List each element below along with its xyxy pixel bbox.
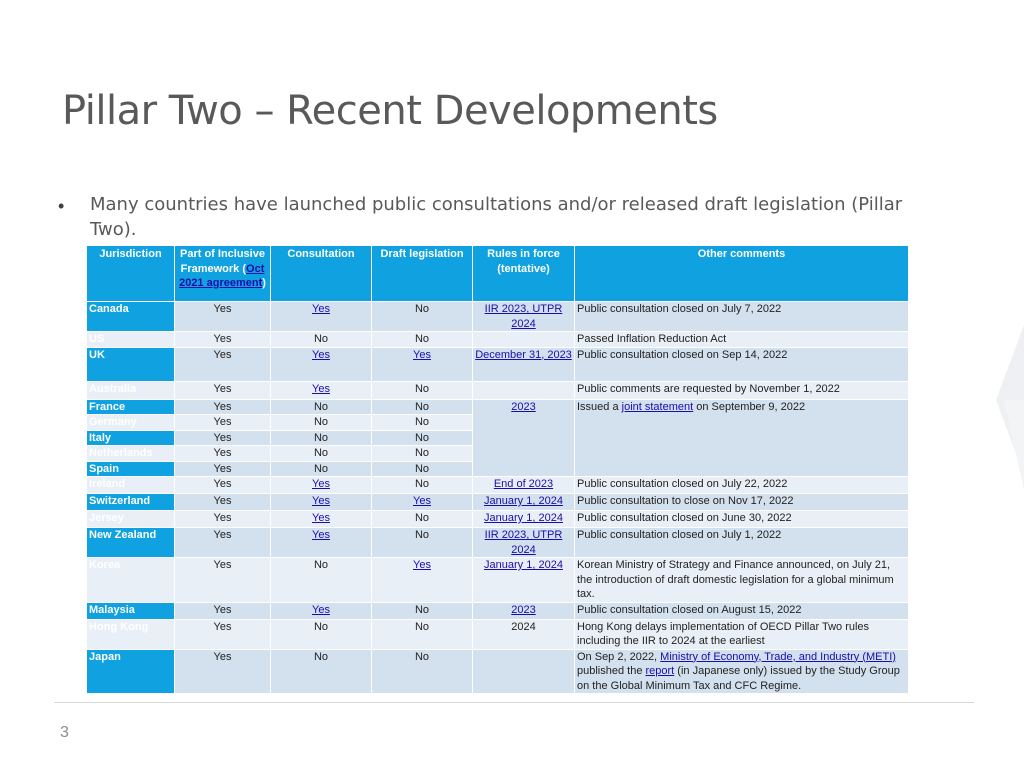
rules-cell bbox=[473, 558, 575, 603]
jurisdiction-cell: Netherlands bbox=[87, 446, 175, 462]
jurisdiction-cell: Hong Kong bbox=[87, 619, 175, 649]
comment-cell: Public consultation closed on August 15, 2022 bbox=[575, 602, 909, 619]
consultation-cell: No bbox=[271, 461, 372, 477]
draft-cell: No bbox=[372, 381, 473, 399]
draft-cell: No bbox=[372, 649, 473, 694]
consultation-link[interactable]: Yes bbox=[312, 478, 330, 490]
comment-cell: Korean Ministry of Strategy and Finance announced, on July 21, the introduction of draft domestic legislation for a global minimum tax. bbox=[575, 558, 909, 603]
consultation-cell bbox=[271, 347, 372, 381]
consultation-cell bbox=[271, 511, 372, 528]
comment-cell: On Sep 2, 2022, Ministry of Economy, Trade, and Industry (METI) published the report (in Japanese only) issued by the Study Group on the Global Minimum Tax and CFC Regime. bbox=[575, 649, 909, 694]
rules-cell-eu bbox=[473, 399, 575, 477]
consultation-cell: No bbox=[271, 446, 372, 462]
draft-link[interactable]: Yes bbox=[413, 348, 431, 361]
consultation-cell bbox=[271, 528, 372, 558]
draft-cell: No bbox=[372, 332, 473, 348]
inclusive-cell: Yes bbox=[175, 430, 271, 446]
bullet-dot-icon: • bbox=[58, 196, 65, 216]
meti-link[interactable]: Ministry of Economy, Trade, and Industry (METI) bbox=[660, 650, 896, 663]
inclusive-cell: Yes bbox=[175, 602, 271, 619]
table-row-malaysia bbox=[87, 602, 909, 619]
inclusive-cell: Yes bbox=[175, 494, 271, 511]
consultation-cell bbox=[271, 602, 372, 619]
inclusive-cell: Yes bbox=[175, 528, 271, 558]
draft-cell bbox=[372, 347, 473, 381]
rules-link[interactable]: January 1, 2024 bbox=[484, 495, 563, 507]
table-row-canada bbox=[87, 302, 909, 332]
rules-cell bbox=[473, 332, 575, 348]
table-row-hong-kong bbox=[87, 619, 909, 649]
slide-title: Pillar Two – Recent Developments bbox=[62, 88, 718, 134]
inclusive-cell: Yes bbox=[175, 415, 271, 431]
consultation-link[interactable]: Yes bbox=[312, 303, 330, 315]
header-draft-legislation: Draft legislation bbox=[372, 246, 473, 302]
consultation-link[interactable]: Yes bbox=[312, 529, 330, 541]
table-row-new-zealand bbox=[87, 528, 909, 558]
decorative-triangle-small bbox=[1004, 400, 1024, 490]
consultation-cell bbox=[271, 302, 372, 332]
jurisdiction-cell: US bbox=[87, 332, 175, 348]
inclusive-cell: Yes bbox=[175, 477, 271, 494]
table-row-australia bbox=[87, 381, 909, 399]
jurisdiction-cell: Switzerland bbox=[87, 494, 175, 511]
rules-cell: 2024 bbox=[473, 619, 575, 649]
consultation-cell: No bbox=[271, 619, 372, 649]
draft-cell bbox=[372, 494, 473, 511]
comment-cell: Hong Kong delays implementation of OECD Pillar Two rules including the IIR to 2024 at the earliest bbox=[575, 619, 909, 649]
draft-cell: No bbox=[372, 461, 473, 477]
jurisdiction-cell: Germany bbox=[87, 415, 175, 431]
rules-link[interactable]: End of 2023 bbox=[493, 478, 554, 490]
rules-link[interactable]: IIR 2023, UTPR 2024 bbox=[484, 303, 563, 330]
consultation-cell: No bbox=[271, 415, 372, 431]
comment-cell: Public consultation to close on Nov 17, 2022 bbox=[575, 494, 909, 511]
jurisdiction-cell: New Zealand bbox=[87, 528, 175, 558]
draft-cell: No bbox=[372, 446, 473, 462]
jurisdiction-cell: Canada bbox=[87, 302, 175, 332]
rules-cell bbox=[473, 494, 575, 511]
rules-link[interactable]: 2023 bbox=[511, 603, 536, 616]
inclusive-cell: Yes bbox=[175, 302, 271, 332]
inclusive-cell: Yes bbox=[175, 558, 271, 603]
report-link[interactable]: report bbox=[645, 665, 675, 677]
draft-cell: No bbox=[372, 302, 473, 332]
rules-cell bbox=[473, 381, 575, 399]
draft-cell: No bbox=[372, 477, 473, 494]
header-other-comments: Other comments bbox=[575, 246, 909, 302]
consultation-cell: No bbox=[271, 332, 372, 348]
table-row-japan bbox=[87, 649, 909, 694]
consultation-link[interactable]: Yes bbox=[312, 382, 330, 395]
bullet-point bbox=[58, 192, 938, 242]
consultation-link[interactable]: Yes bbox=[312, 348, 330, 361]
table-row-korea bbox=[87, 558, 909, 603]
draft-link[interactable]: Yes bbox=[413, 559, 431, 571]
rules-cell bbox=[473, 602, 575, 619]
rules-cell bbox=[473, 511, 575, 528]
consultation-cell: No bbox=[271, 558, 372, 603]
table-row-us bbox=[87, 332, 909, 348]
draft-cell bbox=[372, 558, 473, 603]
inclusive-cell: Yes bbox=[175, 446, 271, 462]
footer-divider bbox=[54, 702, 974, 703]
consultation-link[interactable]: Yes bbox=[312, 512, 330, 524]
consultation-link[interactable]: Yes bbox=[312, 603, 330, 616]
rules-link[interactable]: January 1, 2024 bbox=[484, 559, 563, 571]
comment-cell: Public consultation closed on Sep 14, 2022 bbox=[575, 347, 909, 381]
inclusive-cell: Yes bbox=[175, 461, 271, 477]
jurisdiction-cell: Italy bbox=[87, 430, 175, 446]
draft-cell: No bbox=[372, 430, 473, 446]
header-rules-in-force: Rules in force (tentative) bbox=[473, 246, 575, 302]
table-row-ireland bbox=[87, 477, 909, 494]
rules-cell bbox=[473, 302, 575, 332]
comment-cell: Public consultation closed on July 22, 2022 bbox=[575, 477, 909, 494]
jurisdiction-cell: UK bbox=[87, 347, 175, 381]
rules-link[interactable]: January 1, 2024 bbox=[484, 512, 563, 524]
pillar-two-table bbox=[86, 245, 909, 694]
draft-cell: No bbox=[372, 399, 473, 415]
jurisdiction-cell: France bbox=[87, 399, 175, 415]
page-number: 3 bbox=[60, 724, 69, 741]
joint-statement-link[interactable]: joint statement bbox=[621, 400, 694, 413]
comment-cell: Public comments are requested by November 1, 2022 bbox=[575, 381, 909, 399]
inclusive-cell: Yes bbox=[175, 381, 271, 399]
consultation-cell: No bbox=[271, 430, 372, 446]
header-jurisdiction: Jurisdiction bbox=[87, 246, 175, 302]
table-row-uk bbox=[87, 347, 909, 381]
draft-link[interactable]: Yes bbox=[413, 495, 431, 507]
header-consultation: Consultation bbox=[271, 246, 372, 302]
table-header-row bbox=[87, 246, 909, 302]
header-inclusive-framework: Part of Inclusive Framework (Oct 2021 agreement) bbox=[175, 246, 271, 302]
comment-cell: Public consultation closed on July 7, 2022 bbox=[575, 302, 909, 332]
jurisdiction-cell: Ireland bbox=[87, 477, 175, 494]
inclusive-cell: Yes bbox=[175, 619, 271, 649]
rules-link[interactable]: 2023 bbox=[511, 400, 536, 413]
inclusive-cell: Yes bbox=[175, 399, 271, 415]
consultation-cell: No bbox=[271, 649, 372, 694]
table-row-switzerland bbox=[87, 494, 909, 511]
rules-link[interactable]: December 31, 2023 bbox=[475, 348, 572, 361]
jurisdiction-cell: Japan bbox=[87, 649, 175, 694]
draft-cell: No bbox=[372, 619, 473, 649]
comment-cell: Passed Inflation Reduction Act bbox=[575, 332, 909, 348]
table-row-france bbox=[87, 399, 909, 415]
comment-cell: Public consultation closed on June 30, 2022 bbox=[575, 511, 909, 528]
consultation-cell bbox=[271, 381, 372, 399]
table-row-jersey bbox=[87, 511, 909, 528]
draft-cell: No bbox=[372, 511, 473, 528]
inclusive-cell: Yes bbox=[175, 511, 271, 528]
inclusive-cell: Yes bbox=[175, 332, 271, 348]
consultation-link[interactable]: Yes bbox=[312, 495, 330, 507]
rules-cell bbox=[473, 649, 575, 694]
consultation-cell: No bbox=[271, 399, 372, 415]
rules-cell bbox=[473, 477, 575, 494]
jurisdiction-cell: Jersey bbox=[87, 511, 175, 528]
draft-cell: No bbox=[372, 602, 473, 619]
draft-cell: No bbox=[372, 415, 473, 431]
rules-link[interactable]: IIR 2023, UTPR 2024 bbox=[484, 529, 563, 556]
consultation-cell bbox=[271, 477, 372, 494]
bullet-text: Many countries have launched public consultations and/or released draft legislation (Pillar Two). bbox=[90, 194, 903, 240]
inclusive-cell: Yes bbox=[175, 649, 271, 694]
jurisdiction-cell: Spain bbox=[87, 461, 175, 477]
rules-cell bbox=[473, 347, 575, 381]
draft-cell: No bbox=[372, 528, 473, 558]
comment-cell: Public consultation closed on July 1, 2022 bbox=[575, 528, 909, 558]
jurisdiction-cell: Australia bbox=[87, 381, 175, 399]
rules-cell bbox=[473, 528, 575, 558]
comment-cell-eu: Issued a joint statement on September 9, 2022 bbox=[575, 399, 909, 477]
oct-2021-agreement-link[interactable]: Oct 2021 agreement bbox=[179, 262, 265, 289]
inclusive-cell: Yes bbox=[175, 347, 271, 381]
jurisdiction-cell: Korea bbox=[87, 558, 175, 603]
jurisdiction-cell: Malaysia bbox=[87, 602, 175, 619]
consultation-cell bbox=[271, 494, 372, 511]
